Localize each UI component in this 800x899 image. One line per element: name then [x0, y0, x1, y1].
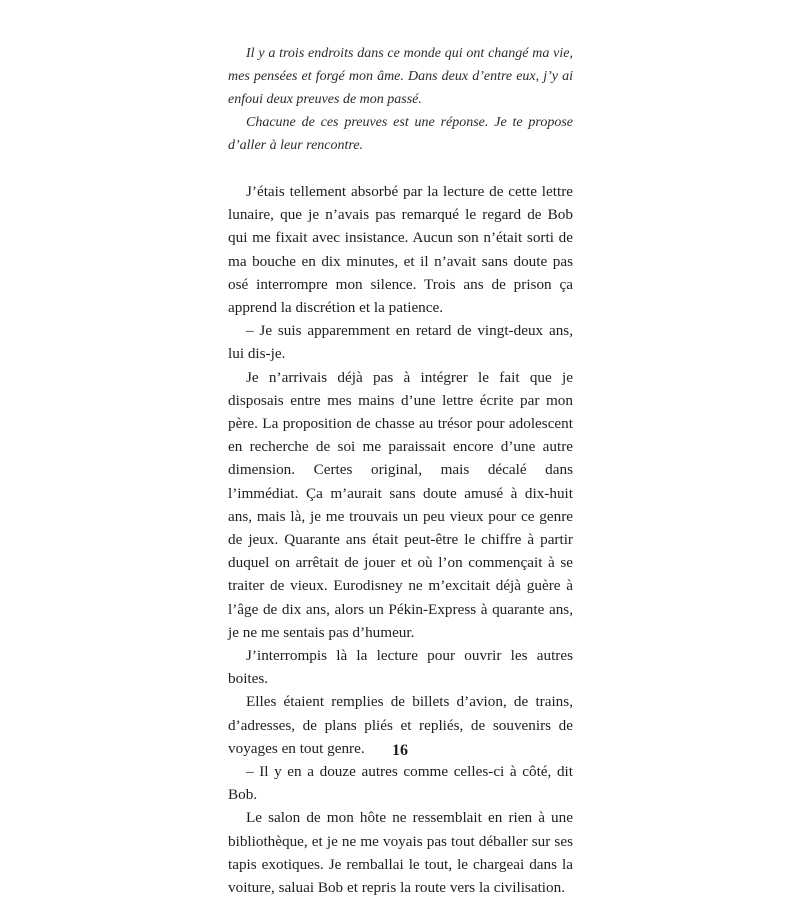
- book-page: [228, 42, 573, 899]
- letter-excerpt: [228, 42, 573, 157]
- dialogue-line: – Je suis apparemment en retard de vingt-deux ans, lui dis-je.: [228, 322, 573, 363]
- paragraph: J’étais tellement absorbé par la lecture de cette lettre lunaire, que je n’avais pas remarqué le regard de Bob qui me fixait avec insistance. Aucun son n’était sorti de ma bouche en dix minutes, et il n’avait sans doute pas osé interrompre mon silence. Trois ans de prison ça apprend la discrétion et la patience.: [228, 183, 573, 317]
- dialogue-line: – Il y en a douze autres comme celles-ci à côté, dit Bob.: [228, 763, 573, 804]
- paragraph: J’interrompis là la lecture pour ouvrir les autres boites.: [228, 647, 573, 688]
- letter-paragraph: Il y a trois endroits dans ce monde qui ont changé ma vie, mes pensées et forgé mon âme. Dans deux d’entre eux, j’y ai enfoui deux preuves de mon passé.: [228, 46, 573, 107]
- paragraph: Le salon de mon hôte ne ressemblait en rien à une bibliothèque, et je ne me voyais pas tout déballer sur ses tapis exotiques. Je remballai le tout, le chargeai dans la voiture, saluai Bob et repris la route vers la civilisation.: [228, 809, 573, 897]
- narrative-text: [228, 180, 573, 899]
- letter-paragraph: Chacune de ces preuves est une réponse. Je te propose d’aller à leur rencontre.: [228, 115, 573, 153]
- paragraph: Je n’arrivais déjà pas à intégrer le fait que je disposais entre mes mains d’une lettre écrite par mon père. La proposition de chasse au trésor pour adolescent en recherche de soi me paraissait encore d’une autre dimension. Certes original, mais décalé dans l’immédiat. Ça m’aurait sans doute amusé à dix-huit ans, mais là, je me trouvais un peu vieux pour ce genre de jeux. Quarante ans était peut-être le chiffre à partir duquel on arrêtait de jouer et où l’on commençait à se traiter de vieux. Eurodisney ne m’excitait déjà guère à l’âge de dix ans, alors un Pékin-Express à quarante ans, je ne me sentais pas d’humeur.: [228, 368, 573, 641]
- page-number: 16: [392, 742, 408, 759]
- paragraph: Elles étaient remplies de billets d’avion, de trains, d’adresses, de plans pliés et repliés, de souvenirs de voyages en tout genre.: [228, 693, 573, 757]
